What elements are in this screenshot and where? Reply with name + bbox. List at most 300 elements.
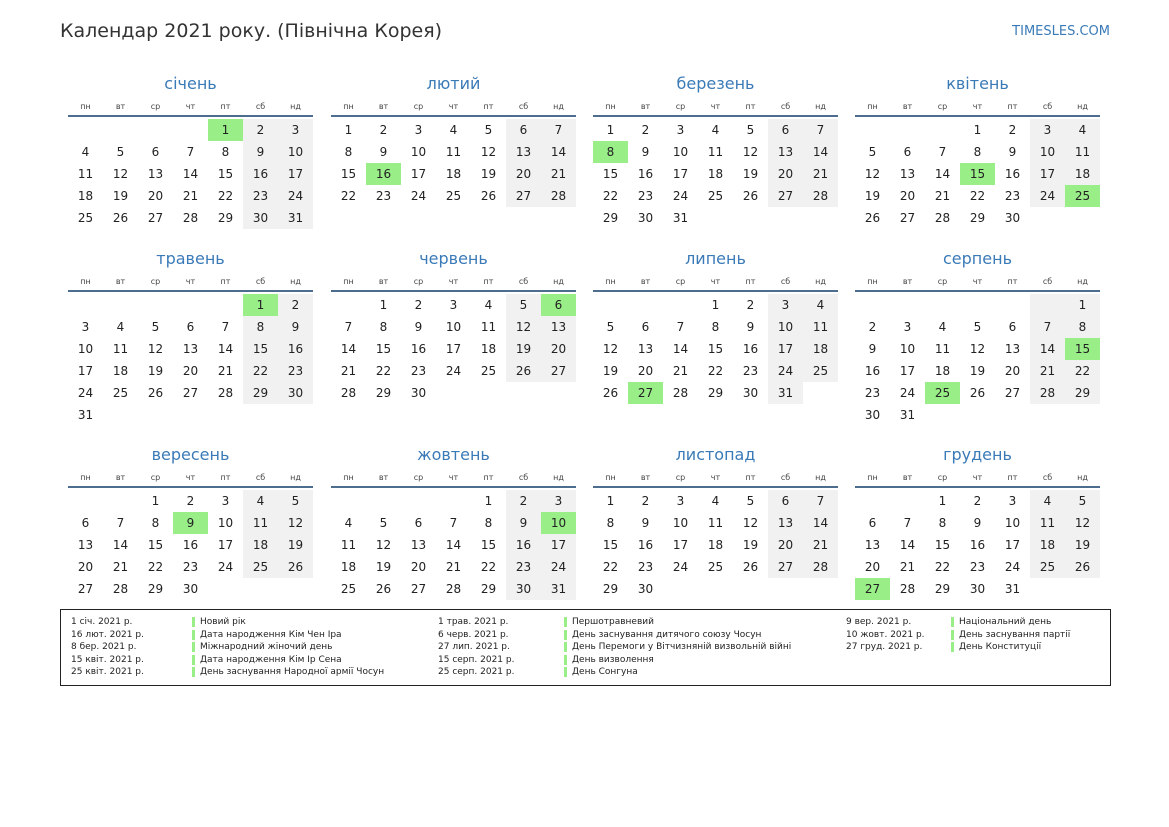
day-cell: 28 [672,386,689,400]
day-cell: 9 [641,145,650,159]
day-cell: 2 [243,119,278,141]
day-cell: 24 [445,364,462,378]
weekday-header [68,99,313,114]
day-cell: 25 [1065,185,1100,207]
day-cell: 9 [868,342,877,356]
weekday-label: чт [972,277,983,286]
day-cell: 27 [899,211,916,225]
day-cell: 27 [768,556,803,578]
holiday-date: 15 квіт. 2021 р. [71,654,144,665]
day-cell: 17 [899,364,916,378]
day-cell: 28 [217,386,234,400]
day-cell: 17 [541,534,576,556]
day-cell: 27 [541,360,576,382]
empty-cell [960,404,995,426]
day-cell: 16 [506,534,541,556]
day-cell: 10 [77,342,94,356]
day-cell: 26 [742,189,759,203]
day-cell: 21 [182,189,199,203]
day-cell: 8 [379,320,388,334]
empty-cell [663,578,698,600]
empty-cell [855,294,890,316]
day-cell: 11 [1065,141,1100,163]
day-cell: 28 [1030,382,1065,404]
day-cell: 3 [81,320,90,334]
day-cell: 26 [375,582,392,596]
weekday-label: сб [518,102,529,111]
day-cell: 13 [541,316,576,338]
day-cell: 17 [410,167,427,181]
legend-item [61,629,1109,642]
day-cell: 16 [243,163,278,185]
weekday-label: нд [553,473,564,482]
page-title: Календар 2021 року. (Північна Корея) [60,20,443,42]
day-cell: 9 [414,320,423,334]
day-cell: 22 [602,189,619,203]
weekday-header [593,470,838,485]
day-cell: 3 [414,123,423,137]
day-cell: 28 [541,185,576,207]
day-cell: 6 [506,119,541,141]
holiday-marker [951,630,954,640]
holiday-marker [564,667,567,677]
day-cell: 13 [1004,342,1021,356]
day-cell: 29 [217,211,234,225]
day-cell: 3 [278,119,313,141]
day-grid [593,294,838,404]
day-cell: 10 [1004,516,1021,530]
day-cell: 26 [742,560,759,574]
day-cell: 24 [672,189,689,203]
day-cell: 16 [864,364,881,378]
day-cell: 7 [803,490,838,512]
weekday-label: пн [80,277,91,286]
day-cell: 9 [641,516,650,530]
day-cell: 6 [903,145,912,159]
day-cell: 13 [864,538,881,552]
day-cell: 25 [243,556,278,578]
weekday-label: нд [290,473,301,482]
weekday-label: ср [937,473,948,482]
day-cell: 25 [112,386,129,400]
day-cell: 19 [742,167,759,181]
day-cell: 16 [637,167,654,181]
day-cell: 16 [410,342,427,356]
day-grid [331,119,576,207]
day-cell: 15 [340,167,357,181]
day-cell: 7 [541,119,576,141]
weekday-header [68,470,313,485]
day-cell: 15 [217,167,234,181]
day-cell: 24 [672,560,689,574]
day-grid [855,294,1100,426]
day-cell: 10 [899,342,916,356]
day-cell: 19 [112,189,129,203]
holiday-date: 27 лип. 2021 р. [438,642,510,653]
weekday-label: нд [553,102,564,111]
weekday-label: пн [80,473,91,482]
day-cell: 4 [803,294,838,316]
empty-cell [1030,578,1065,600]
day-cell: 16 [742,342,759,356]
day-cell: 11 [1030,512,1065,534]
day-cell: 14 [112,538,129,552]
day-cell: 2 [641,123,650,137]
empty-cell [436,382,471,404]
weekday-label: пт [1007,473,1018,482]
day-cell: 27 [182,386,199,400]
day-cell: 31 [1004,582,1021,596]
day-cell: 15 [480,538,497,552]
weekday-label: пн [867,473,878,482]
empty-cell [436,490,471,512]
header-rule [68,115,313,117]
day-cell: 24 [278,185,313,207]
weekday-label: чт [710,473,721,482]
weekday-label: ср [413,277,424,286]
day-cell: 22 [602,560,619,574]
day-cell: 7 [676,320,685,334]
month-name: серпень [943,249,1012,268]
header-rule [593,290,838,292]
day-cell: 2 [278,294,313,316]
day-cell: 7 [903,516,912,530]
weekday-label: вт [115,277,126,286]
empty-cell [803,207,838,229]
empty-cell [925,404,960,426]
month-11 [855,443,1100,600]
day-cell: 21 [803,534,838,556]
weekday-label: сб [255,102,266,111]
brand-link[interactable]: TIMESLES.COM [1012,24,1110,39]
empty-cell [733,578,768,600]
empty-cell [698,207,733,229]
day-cell: 22 [480,560,497,574]
empty-cell [698,578,733,600]
day-cell: 25 [340,582,357,596]
day-cell: 14 [217,342,234,356]
legend-item [61,654,1109,667]
empty-cell [925,294,960,316]
weekday-label: нд [815,102,826,111]
month-name: січень [164,74,217,93]
day-cell: 12 [506,316,541,338]
day-cell: 4 [711,123,720,137]
day-cell: 6 [768,490,803,512]
weekday-label: сб [255,473,266,482]
weekday-label: пт [483,277,494,286]
empty-cell [890,119,925,141]
holiday-name: День Сонгуна [572,667,638,678]
weekday-label: сб [1042,102,1053,111]
weekday-label: нд [815,473,826,482]
day-cell: 29 [375,386,392,400]
day-cell: 11 [480,320,497,334]
day-cell: 20 [147,189,164,203]
weekday-label: вт [378,473,389,482]
holiday-date: 10 жовт. 2021 р. [846,629,925,640]
day-cell: 13 [768,512,803,534]
day-cell: 4 [81,145,90,159]
day-cell: 24 [410,189,427,203]
day-cell: 14 [899,538,916,552]
day-cell: 21 [803,163,838,185]
day-cell: 12 [112,167,129,181]
day-cell: 17 [768,338,803,360]
day-cell: 3 [903,320,912,334]
empty-cell [541,382,576,404]
day-cell: 27 [147,211,164,225]
weekday-label: пт [745,473,756,482]
day-cell: 29 [243,382,278,404]
day-cell: 17 [1004,538,1021,552]
holiday-marker [564,655,567,665]
weekday-label: сб [518,473,529,482]
day-cell: 25 [77,211,94,225]
day-cell: 14 [445,538,462,552]
day-cell: 25 [445,189,462,203]
day-cell: 6 [186,320,195,334]
day-cell: 29 [969,211,986,225]
month-name: червень [419,249,488,268]
month-1 [331,72,576,207]
day-grid [855,490,1100,600]
empty-cell [138,294,173,316]
day-cell: 31 [899,408,916,422]
day-cell: 29 [707,386,724,400]
day-cell: 11 [707,516,724,530]
legend-item [61,666,1109,679]
day-cell: 19 [278,534,313,556]
weekday-label: пн [343,102,354,111]
holiday-name: День визволення [572,654,654,665]
day-cell: 2 [186,494,195,508]
weekday-label: чт [185,473,196,482]
empty-cell [925,119,960,141]
day-cell: 24 [1004,560,1021,574]
weekday-label: вт [902,102,913,111]
day-cell: 14 [672,342,689,356]
day-cell: 4 [1030,490,1065,512]
holiday-date: 8 бер. 2021 р. [71,642,137,653]
day-cell: 14 [803,512,838,534]
day-cell: 12 [375,538,392,552]
day-cell: 23 [410,364,427,378]
empty-cell [103,404,138,426]
empty-cell [995,404,1030,426]
day-cell: 5 [868,145,877,159]
day-grid [331,294,576,404]
day-cell: 20 [182,364,199,378]
day-cell: 3 [1030,119,1065,141]
weekday-label: пт [483,102,494,111]
day-cell: 9 [973,516,982,530]
weekday-header [331,99,576,114]
day-cell: 23 [742,364,759,378]
empty-cell [855,119,890,141]
empty-cell [68,294,103,316]
month-5 [331,247,576,404]
day-cell: 3 [676,123,685,137]
day-cell: 15 [602,167,619,181]
day-cell: 31 [541,578,576,600]
weekday-label: пн [343,473,354,482]
day-grid [331,490,576,600]
empty-cell [1030,207,1065,229]
day-cell: 5 [606,320,615,334]
day-grid [593,490,838,600]
month-4 [68,247,313,426]
weekday-label: вт [378,102,389,111]
day-cell: 27 [410,582,427,596]
day-cell: 24 [1030,185,1065,207]
month-3 [855,72,1100,229]
holiday-name: Новий рік [200,617,246,627]
day-cell: 13 [506,141,541,163]
weekday-label: ср [150,277,161,286]
empty-cell [103,119,138,141]
day-cell: 19 [506,338,541,360]
weekday-label: нд [553,277,564,286]
day-cell: 28 [182,211,199,225]
holiday-name: День заснування дитячого союзу Чосун [572,629,762,640]
day-cell: 15 [934,538,951,552]
day-cell: 26 [112,211,129,225]
empty-cell [471,382,506,404]
day-cell: 18 [340,560,357,574]
empty-cell [173,294,208,316]
month-name: липень [685,249,746,268]
day-cell: 18 [934,364,951,378]
day-cell: 22 [147,560,164,574]
day-cell: 11 [445,145,462,159]
day-cell: 6 [768,119,803,141]
month-9 [331,443,576,600]
day-cell: 12 [1065,512,1100,534]
day-cell: 12 [742,516,759,530]
day-cell: 19 [480,167,497,181]
weekday-label: пт [745,277,756,286]
weekday-label: ср [413,473,424,482]
month-name: грудень [943,445,1012,464]
holiday-name: День заснування Народної армії Чосун [200,667,385,678]
month-6 [593,247,838,404]
day-cell: 23 [969,560,986,574]
empty-cell [506,382,541,404]
day-cell: 17 [217,538,234,552]
day-cell: 8 [973,145,982,159]
day-grid [68,294,313,426]
day-cell: 29 [1065,382,1100,404]
day-cell: 14 [182,167,199,181]
day-cell: 13 [77,538,94,552]
holiday-date: 16 лют. 2021 р. [71,629,144,640]
day-cell: 22 [375,364,392,378]
day-cell: 18 [243,534,278,556]
weekday-header [855,99,1100,114]
weekday-label: чт [448,102,459,111]
weekday-label: чт [185,102,196,111]
weekday-label: чт [448,277,459,286]
day-cell: 1 [243,294,278,316]
day-cell: 17 [445,342,462,356]
day-cell: 27 [506,185,541,207]
day-cell: 20 [410,560,427,574]
weekday-label: вт [640,277,651,286]
day-cell: 7 [803,119,838,141]
day-cell: 6 [541,294,576,316]
holiday-date: 25 серп. 2021 р. [438,667,515,678]
day-cell: 2 [746,298,755,312]
header-rule [331,486,576,488]
day-cell: 8 [606,516,615,530]
weekday-label: вт [640,102,651,111]
month-10 [593,443,838,600]
day-cell: 21 [112,560,129,574]
day-cell: 7 [1030,316,1065,338]
empty-cell [138,119,173,141]
empty-cell [208,404,243,426]
day-cell: 30 [278,382,313,404]
header-rule [68,486,313,488]
empty-cell [803,382,838,404]
day-cell: 18 [112,364,129,378]
empty-cell [138,404,173,426]
day-cell: 16 [366,163,401,185]
month-name: квітень [946,74,1009,93]
day-cell: 26 [602,386,619,400]
day-cell: 1 [606,494,615,508]
holiday-name: День Конституції [959,642,1042,653]
day-cell: 16 [1004,167,1021,181]
day-cell: 15 [375,342,392,356]
day-cell: 25 [707,189,724,203]
day-cell: 21 [217,364,234,378]
day-cell: 22 [969,189,986,203]
day-cell: 27 [1004,386,1021,400]
day-cell: 27 [855,578,890,600]
day-cell: 20 [637,364,654,378]
day-cell: 23 [864,386,881,400]
weekday-label: ср [150,473,161,482]
day-cell: 9 [746,320,755,334]
month-name: травень [156,249,225,268]
day-cell: 2 [973,494,982,508]
day-cell: 10 [410,145,427,159]
day-cell: 15 [1065,338,1100,360]
day-cell: 31 [278,207,313,229]
day-cell: 28 [934,211,951,225]
month-8 [68,443,313,600]
day-cell: 24 [768,360,803,382]
day-grid [855,119,1100,229]
day-cell: 3 [449,298,458,312]
header-rule [68,290,313,292]
day-cell: 6 [151,145,160,159]
day-cell: 21 [934,189,951,203]
day-cell: 8 [344,145,353,159]
day-cell: 22 [340,189,357,203]
empty-cell [1065,404,1100,426]
empty-cell [733,207,768,229]
empty-cell [366,490,401,512]
empty-cell [890,294,925,316]
day-cell: 5 [484,123,493,137]
day-cell: 2 [641,494,650,508]
empty-cell [1065,207,1100,229]
day-cell: 31 [77,408,94,422]
empty-cell [401,490,436,512]
